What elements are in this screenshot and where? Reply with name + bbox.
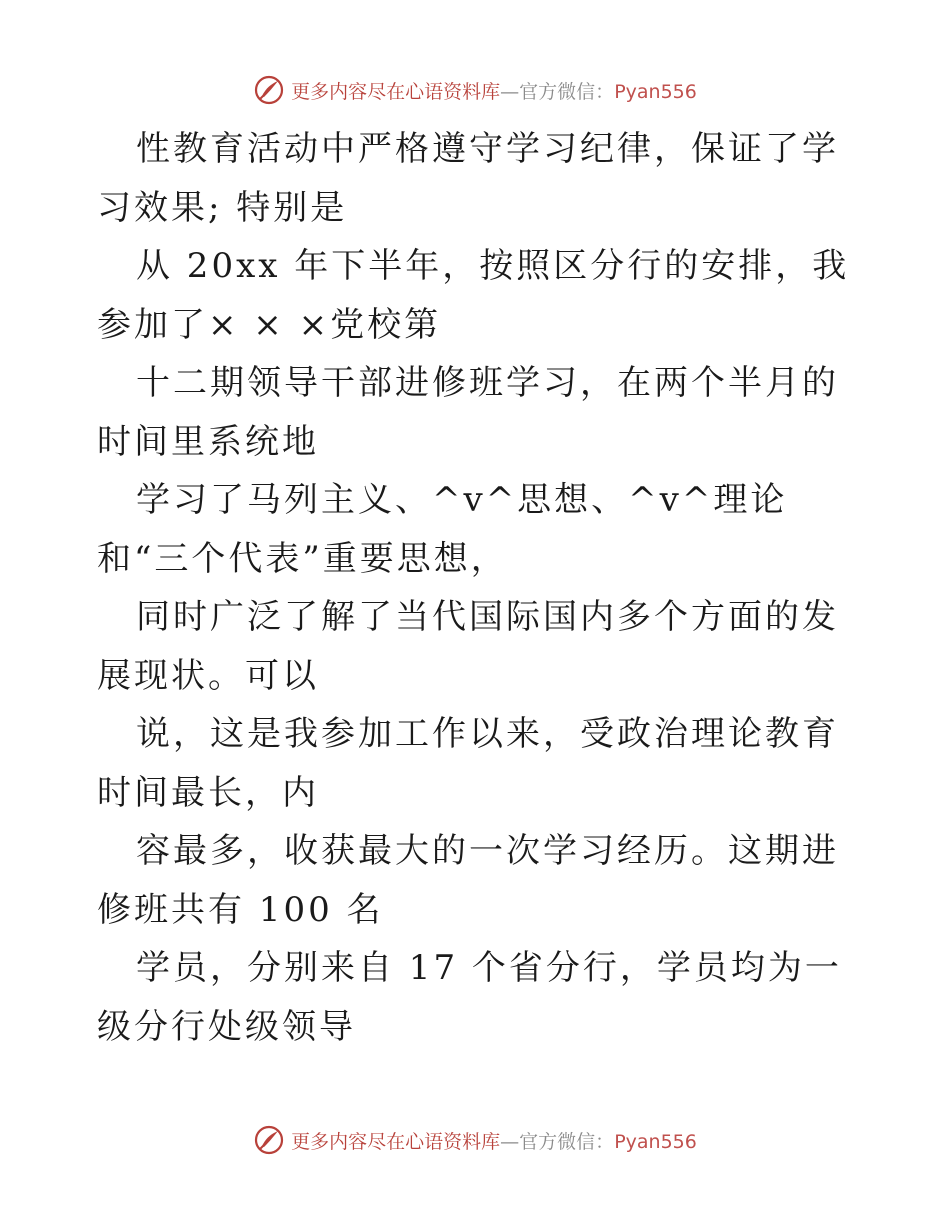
paragraph: 从 20xx 年下半年，按照区分行的安排，我参加了× × ×党校第: [97, 246, 850, 345]
watermark-id: Pyan556: [614, 1130, 697, 1153]
paragraph: 容最多，收获最大的一次学习经历。这期进修班共有 100 名: [97, 831, 839, 930]
watermark-text: [291, 77, 697, 104]
paragraph: 同时广泛了解了当代国际国内多个方面的发展现状。可以: [97, 597, 839, 696]
paragraph: 说，这是我参加工作以来，受政治理论教育时间最长，内: [97, 714, 839, 813]
quill-logo-icon: [253, 74, 285, 106]
footer-watermark: [0, 1120, 950, 1160]
paragraph: 学习了马列主义、^v^思想、^v^理论和“三个代表”重要思想，: [97, 480, 788, 579]
quill-logo-icon: [253, 1124, 285, 1156]
document-body: [97, 120, 857, 1056]
watermark-text: [291, 1127, 697, 1154]
paragraph: 十二期领导干部进修班学习，在两个半月的时间里系统地: [97, 363, 839, 462]
watermark-separator: —官方微信：: [500, 80, 615, 103]
watermark-separator: —官方微信：: [500, 1130, 615, 1153]
paragraph: 学员，分别来自 17 个省分行，学员均为一级分行处级领导: [97, 948, 842, 1047]
paragraph: 性教育活动中严格遵守学习纪律，保证了学习效果; 特别是: [97, 129, 839, 228]
header-watermark: [0, 70, 950, 110]
watermark-id: Pyan556: [614, 80, 697, 103]
watermark-main: 更多内容尽在心语资料库: [291, 80, 501, 103]
watermark-main: 更多内容尽在心语资料库: [291, 1130, 501, 1153]
